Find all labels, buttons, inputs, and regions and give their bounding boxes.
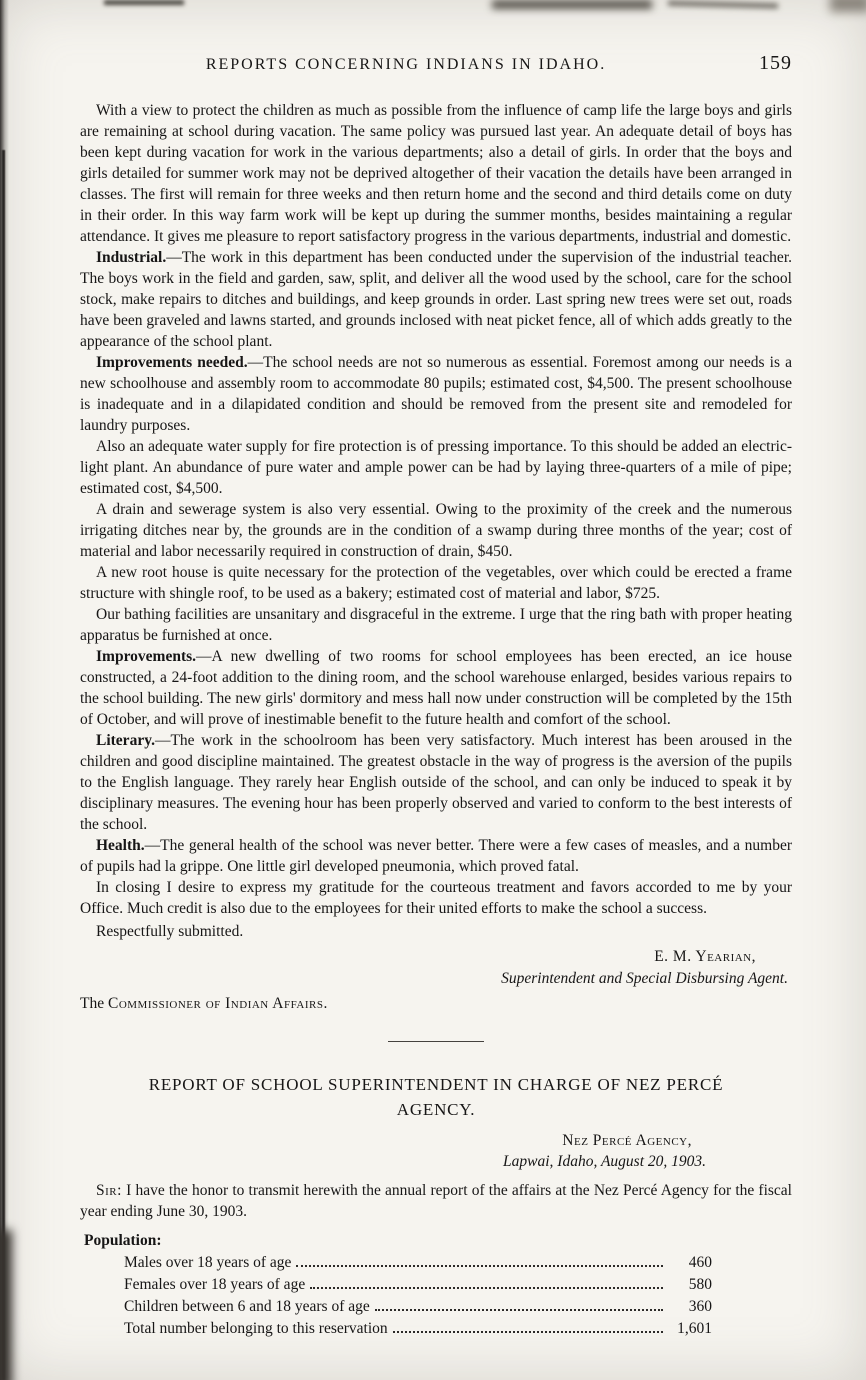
paragraph-text: Also an adequate water supply for fire protection is of pressing importance. To this should be added an electric-light plant. An abundance of pure water and ample power can be had by laying three-quarters of a mile of pipe; estimated cost, $4,500. xyxy=(80,438,792,497)
addressee-prefix: The xyxy=(80,995,108,1012)
section-divider xyxy=(388,1041,484,1042)
paragraph xyxy=(80,499,792,562)
paragraph-text: —The work in the schoolroom has been very satisfactory. Much interest has been aroused in the children and good discipline maintained. The greatest obstacle in the way of progress is the aversion of the pupils to the English language. They rarely hear English outside of the school, and can only be induced to speak it by disciplinary measures. The evening hour has been properly observed and varied to conform to the best interests of the school. xyxy=(80,732,792,833)
signature-title: Superintendent and Special Disbursing Agent. xyxy=(501,970,788,987)
paragraph xyxy=(80,247,792,352)
table-row xyxy=(124,1296,712,1318)
population-item: Females over 18 years of age xyxy=(124,1276,306,1293)
page-number: 159 xyxy=(759,52,792,74)
running-head-title: REPORTS CONCERNING INDIANS IN IDAHO. xyxy=(205,56,607,73)
paragraph-text: —The school needs are not so numerous as essential. Foremost among our needs is a new schoolhouse and assembly room to accommodate 80 pupils; estimated cost, $4,500. The present schoolhouse is inadequate and in a dilapidated condition and should be removed from the present site and remodeled for laundry purposes. xyxy=(80,354,792,434)
agency-line: Nez Percé Agency, xyxy=(562,1132,692,1149)
paragraph-label: Health. xyxy=(96,837,145,854)
salutation-text: I have the honor to transmit herewith the annual report of the affairs at the Nez Percé Agency for the fiscal year ending June 30, 1903. xyxy=(80,1182,792,1220)
running-head xyxy=(80,52,792,86)
population-item: Children between 6 and 18 years of age xyxy=(124,1298,370,1315)
dot-leader xyxy=(310,1287,663,1289)
paragraph-text: —A new dwelling of two rooms for school employees has been erected, an ice house constructed, a 24-foot addition to the dining room, and the school warehouse enlarged, besides various repairs to the school building. The new girls' dormitory and mess hall now under construction will be completed by the 15th of October, and will prove of inestimable benefit to the future health and comfort of the school. xyxy=(80,648,792,728)
paragraph xyxy=(80,646,792,730)
paragraph xyxy=(80,835,792,877)
signature-name: E. M. Yearian, xyxy=(654,948,756,965)
salutation: Sir: xyxy=(96,1182,122,1199)
table-row xyxy=(124,1274,712,1296)
scan-artifact-smudge xyxy=(830,0,866,12)
population-value: 460 xyxy=(688,1254,712,1271)
scan-artifact-left-line xyxy=(2,150,5,1380)
dot-leader xyxy=(375,1309,663,1311)
paragraph xyxy=(80,877,792,919)
paragraph-label: Industrial. xyxy=(96,249,167,266)
population-table xyxy=(124,1252,712,1340)
scan-artifact-smudge xyxy=(668,1,778,9)
paragraph-label: Improvements. xyxy=(96,648,197,665)
salutation-paragraph xyxy=(80,1180,792,1222)
paragraph-label: Literary. xyxy=(96,732,155,749)
section-heading: REPORT OF SCHOOL SUPERINTENDENT IN CHARGE OF NEZ PERCÉ AGENCY. xyxy=(148,1075,724,1119)
paragraph-text: Our bathing facilities are unsanitary and disgraceful in the extreme. I urge that the ring bath with proper heating apparatus be furnished at once. xyxy=(80,606,792,644)
paragraph xyxy=(80,352,792,436)
population-label: Population: xyxy=(84,1232,162,1249)
population-value: 1,601 xyxy=(677,1320,712,1337)
table-row xyxy=(124,1318,712,1340)
paragraph-text: —The work in this department has been conducted under the supervision of the industrial teacher. The boys work in the field and garden, saw, split, and deliver all the wood used by the school, care for the school stock, make repairs to ditches and buildings, and keep grounds in order. Last spring new trees were set out, roads have been graveled and lawns started, and grounds inclosed with neat picket fence, all of which adds greatly to the appearance of the school plant. xyxy=(80,249,792,350)
paragraph-text: —The general health of the school was never better. There were a few cases of measles, and a number of pupils had la grippe. One little girl developed pneumonia, which proved fatal. xyxy=(80,837,792,875)
paragraph xyxy=(80,436,792,499)
paragraph xyxy=(80,730,792,835)
paragraph-text: With a view to protect the children as much as possible from the influence of camp life the large boys and girls are remaining at school during vacation. The same policy was pursued last year. An adequate detail of boys has been kept during vacation for work in the various departments; also a detail of girls. In order that the boys and girls detailed for summer work may not be deprived altogether of their vacation the details have been arranged in classes. The first will remain for three weeks and then return home and the second and third details come on duty in their order. In this way farm work will be kept up during the summer months, besides maintaining a regular attendance. It gives me pleasure to report satisfactory progress in the various departments, industrial and domestic. xyxy=(80,102,792,245)
population-value: 360 xyxy=(688,1298,712,1315)
dot-leader xyxy=(393,1331,663,1333)
table-row xyxy=(124,1252,712,1274)
paragraph-text: In closing I desire to express my gratitude for the courteous treatment and favors accorded to me by your Office. Much credit is also due to the employees for their united efforts to make the school a success. xyxy=(80,879,792,917)
paragraph-text: A new root house is quite necessary for the protection of the vegetables, over which could be erected a frame structure with shingle roof, to be used as a bakery; estimated cost of material and labor, $725. xyxy=(80,564,792,602)
paragraph xyxy=(80,100,792,247)
page-content xyxy=(80,52,792,1340)
paragraph xyxy=(80,604,792,646)
population-value: 580 xyxy=(688,1276,712,1293)
paragraph xyxy=(80,562,792,604)
closing-line: Respectfully submitted. xyxy=(96,923,244,940)
population-item: Males over 18 years of age xyxy=(124,1254,292,1271)
scan-artifact-smudge xyxy=(0,1230,12,1380)
population-item: Total number belonging to this reservation xyxy=(124,1320,388,1337)
scan-artifact-smudge xyxy=(492,0,652,9)
scan-artifact-smudge xyxy=(104,0,184,5)
dateline: Lapwai, Idaho, August 20, 1903. xyxy=(503,1153,706,1170)
paragraph-label: Improvements needed. xyxy=(96,354,248,371)
dot-leader xyxy=(296,1265,663,1267)
addressee-line xyxy=(80,993,792,1015)
paragraph-text: A drain and sewerage system is also very essential. Owing to the proximity of the creek and the numerous irrigating ditches near by, the grounds are in the condition of a swamp during three months of the year; cost of material and labor necessarily required in construction of drain, $450. xyxy=(80,501,792,560)
addressee-name: Commissioner of Indian Affairs. xyxy=(107,995,328,1012)
